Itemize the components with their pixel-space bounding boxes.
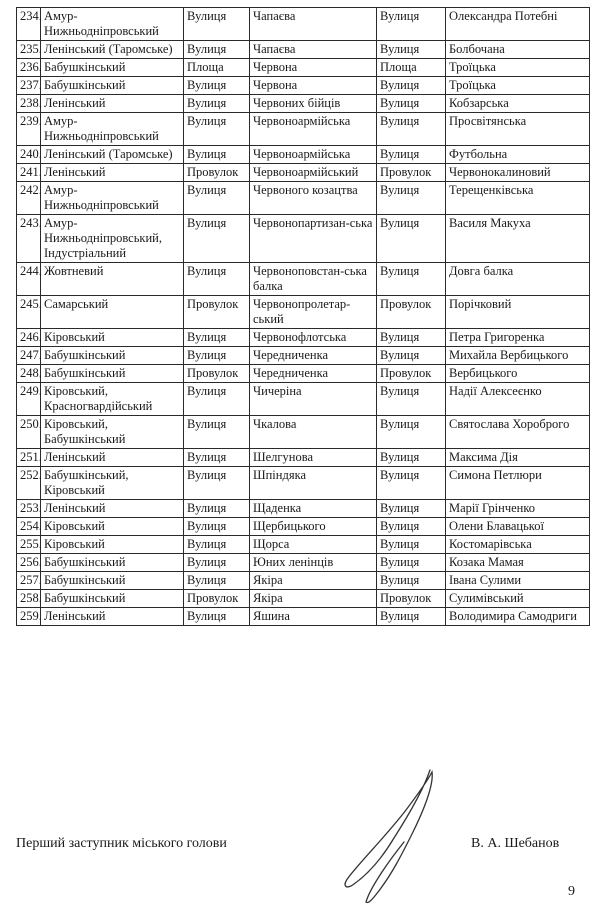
district-cell: Бабушкінський [41,59,184,77]
district-cell: Амур-Нижньодніпровський [41,113,184,146]
old-name-cell: Чапаєва [250,8,377,41]
old-name-cell: Чередниченка [250,347,377,365]
row-number: 240. [17,146,41,164]
row-number: 245. [17,296,41,329]
new-name-cell: Надії Алексеєнко [446,383,590,416]
new-type-cell: Вулиця [377,95,446,113]
new-name-cell: Троїцька [446,77,590,95]
district-cell: Бабушкінський [41,347,184,365]
row-number: 256. [17,554,41,572]
table-row [17,8,590,41]
old-type-cell: Вулиця [184,608,250,626]
district-cell: Амур-Нижньодніпровський [41,8,184,41]
district-cell: Кіровський, Бабушкінський [41,416,184,449]
old-name-cell: Яшина [250,608,377,626]
table-row [17,215,590,263]
new-name-cell: Максима Дія [446,449,590,467]
new-type-cell: Вулиця [377,449,446,467]
new-type-cell: Вулиця [377,572,446,590]
old-name-cell: Щорса [250,536,377,554]
signature-image [338,766,448,911]
old-name-cell: Щербицького [250,518,377,536]
row-number: 248. [17,365,41,383]
table-row [17,449,590,467]
district-cell: Кіровський [41,329,184,347]
old-name-cell: Чичеріна [250,383,377,416]
table-row [17,263,590,296]
table-row [17,572,590,590]
old-type-cell: Вулиця [184,416,250,449]
old-type-cell: Вулиця [184,383,250,416]
old-name-cell: Червоних бійців [250,95,377,113]
new-name-cell: Івана Сулими [446,572,590,590]
new-type-cell: Вулиця [377,263,446,296]
district-cell: Ленінський (Таромське) [41,146,184,164]
new-type-cell: Провулок [377,365,446,383]
old-name-cell: Червоноармійський [250,164,377,182]
new-name-cell: Олени Блавацької [446,518,590,536]
new-name-cell: Василя Макуха [446,215,590,263]
new-type-cell: Вулиця [377,536,446,554]
new-type-cell: Вулиця [377,182,446,215]
table-row [17,383,590,416]
new-name-cell: Козака Мамая [446,554,590,572]
district-cell: Ленінський [41,164,184,182]
table-row [17,95,590,113]
new-name-cell: Володимира Самодриги [446,608,590,626]
old-type-cell: Вулиця [184,215,250,263]
table-row [17,416,590,449]
table-row [17,182,590,215]
row-number: 241. [17,164,41,182]
row-number: 244. [17,263,41,296]
new-type-cell: Провулок [377,164,446,182]
table-row [17,146,590,164]
new-name-cell: Троїцька [446,59,590,77]
new-type-cell: Вулиця [377,608,446,626]
district-cell: Бабушкінський [41,77,184,95]
old-name-cell: Чапаєва [250,41,377,59]
street-rename-table [16,7,590,626]
row-number: 239. [17,113,41,146]
row-number: 235. [17,41,41,59]
row-number: 257. [17,572,41,590]
new-name-cell: Кобзарська [446,95,590,113]
old-name-cell: Чередниченка [250,365,377,383]
table-row [17,500,590,518]
old-type-cell: Площа [184,59,250,77]
table-row [17,536,590,554]
district-cell: Бабушкінський, Кіровський [41,467,184,500]
table-row [17,518,590,536]
old-name-cell: Якіра [250,590,377,608]
row-number: 246. [17,329,41,347]
new-type-cell: Вулиця [377,77,446,95]
old-name-cell: Шпіндяка [250,467,377,500]
old-name-cell: Червона [250,77,377,95]
row-number: 253. [17,500,41,518]
old-name-cell: Червона [250,59,377,77]
table-row [17,77,590,95]
district-cell: Бабушкінський [41,572,184,590]
old-name-cell: Якіра [250,572,377,590]
old-name-cell: Червонопартизан-ська [250,215,377,263]
new-type-cell: Вулиця [377,113,446,146]
row-number: 236. [17,59,41,77]
new-name-cell: Вербицького [446,365,590,383]
new-name-cell: Терещенківська [446,182,590,215]
old-type-cell: Вулиця [184,449,250,467]
signatory-title: Перший заступник міського голови [16,836,227,851]
row-number: 242. [17,182,41,215]
new-type-cell: Вулиця [377,554,446,572]
table-row [17,41,590,59]
row-number: 238. [17,95,41,113]
new-type-cell: Вулиця [377,383,446,416]
old-type-cell: Вулиця [184,347,250,365]
table-row [17,59,590,77]
new-name-cell: Червонокалиновий [446,164,590,182]
new-name-cell: Костомарівська [446,536,590,554]
table-row [17,164,590,182]
old-type-cell: Провулок [184,164,250,182]
new-name-cell: Михайла Вербицького [446,347,590,365]
table-row [17,608,590,626]
new-name-cell: Святослава Хороброго [446,416,590,449]
new-type-cell: Провулок [377,296,446,329]
row-number: 243. [17,215,41,263]
district-cell: Амур-Нижньодніпровський [41,182,184,215]
table-row [17,296,590,329]
district-cell: Ленінський [41,449,184,467]
table-row [17,365,590,383]
old-name-cell: Щаденка [250,500,377,518]
row-number: 252. [17,467,41,500]
old-name-cell: Червоного козацтва [250,182,377,215]
old-type-cell: Вулиця [184,77,250,95]
new-type-cell: Вулиця [377,8,446,41]
new-type-cell: Вулиця [377,41,446,59]
district-cell: Бабушкінський [41,590,184,608]
new-type-cell: Вулиця [377,215,446,263]
table-row [17,329,590,347]
district-cell: Ленінський [41,608,184,626]
old-type-cell: Вулиця [184,8,250,41]
old-type-cell: Вулиця [184,329,250,347]
row-number: 255. [17,536,41,554]
district-cell: Кіровський, Красногвардійський [41,383,184,416]
new-name-cell: Петра Григоренка [446,329,590,347]
new-name-cell: Болбочана [446,41,590,59]
district-cell: Кіровський [41,536,184,554]
old-name-cell: Червонофлотська [250,329,377,347]
new-type-cell: Вулиця [377,146,446,164]
row-number: 259. [17,608,41,626]
district-cell: Кіровський [41,518,184,536]
new-type-cell: Вулиця [377,416,446,449]
table-row [17,113,590,146]
new-name-cell: Симона Петлюри [446,467,590,500]
old-type-cell: Провулок [184,590,250,608]
district-cell: Амур-Нижньодніпровський, Індустріальний [41,215,184,263]
old-name-cell: Чкалова [250,416,377,449]
district-cell: Ленінський [41,95,184,113]
old-name-cell: Червоноармійська [250,113,377,146]
row-number: 249. [17,383,41,416]
new-type-cell: Вулиця [377,467,446,500]
old-type-cell: Вулиця [184,146,250,164]
new-name-cell: Довга балка [446,263,590,296]
new-name-cell: Футбольна [446,146,590,164]
old-type-cell: Вулиця [184,536,250,554]
table-body [17,8,590,626]
row-number: 258. [17,590,41,608]
old-name-cell: Червоноповстан-ська балка [250,263,377,296]
old-type-cell: Вулиця [184,182,250,215]
old-type-cell: Вулиця [184,95,250,113]
new-name-cell: Марії Грінченко [446,500,590,518]
district-cell: Ленінський (Таромське) [41,41,184,59]
district-cell: Бабушкінський [41,365,184,383]
district-cell: Самарський [41,296,184,329]
old-type-cell: Провулок [184,296,250,329]
new-type-cell: Вулиця [377,518,446,536]
old-type-cell: Вулиця [184,572,250,590]
old-type-cell: Вулиця [184,113,250,146]
table-row [17,467,590,500]
old-type-cell: Вулиця [184,500,250,518]
new-name-cell: Олександра Потебні [446,8,590,41]
new-type-cell: Вулиця [377,500,446,518]
old-name-cell: Червонопролетар-ський [250,296,377,329]
row-number: 254. [17,518,41,536]
old-name-cell: Шелгунова [250,449,377,467]
old-type-cell: Вулиця [184,554,250,572]
new-type-cell: Вулиця [377,347,446,365]
new-name-cell: Порічковий [446,296,590,329]
old-type-cell: Вулиця [184,263,250,296]
old-name-cell: Червоноармійська [250,146,377,164]
old-type-cell: Вулиця [184,518,250,536]
old-type-cell: Провулок [184,365,250,383]
old-name-cell: Юних ленінців [250,554,377,572]
table-row [17,554,590,572]
page-number: 9 [568,884,575,899]
new-type-cell: Вулиця [377,329,446,347]
signatory-name: В. А. Шебанов [471,836,560,851]
row-number: 247. [17,347,41,365]
row-number: 237. [17,77,41,95]
new-name-cell: Сулимівський [446,590,590,608]
old-type-cell: Вулиця [184,467,250,500]
new-type-cell: Провулок [377,590,446,608]
row-number: 250. [17,416,41,449]
old-type-cell: Вулиця [184,41,250,59]
district-cell: Ленінський [41,500,184,518]
district-cell: Бабушкінський [41,554,184,572]
district-cell: Жовтневий [41,263,184,296]
row-number: 234. [17,8,41,41]
table-row [17,347,590,365]
new-name-cell: Просвітянська [446,113,590,146]
new-type-cell: Площа [377,59,446,77]
row-number: 251. [17,449,41,467]
table-row [17,590,590,608]
